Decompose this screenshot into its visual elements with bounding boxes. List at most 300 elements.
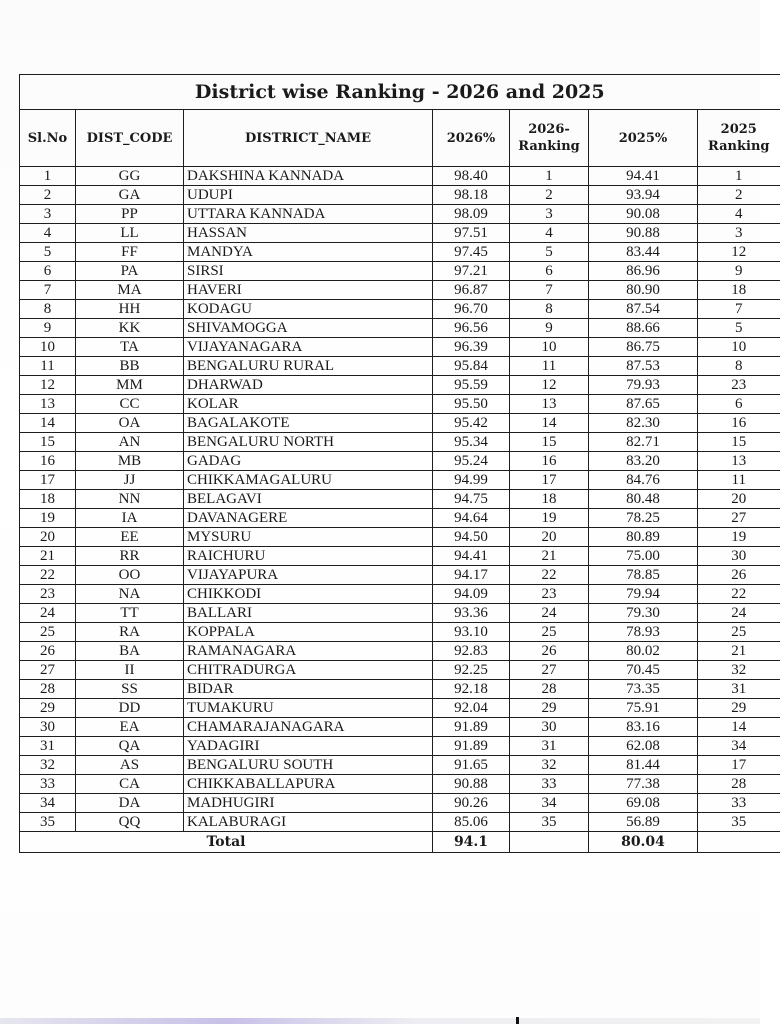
cell-2025-ranking: 34 [698, 737, 780, 756]
cell-2025-pct: 86.75 [589, 338, 698, 357]
cell-district-name: BALLARI [184, 604, 433, 623]
total-2025-ranking-empty [698, 832, 780, 853]
cell-district-name: SHIVAMOGGA [184, 319, 433, 338]
cell-sl-no: 29 [20, 699, 76, 718]
cell-district-name: KODAGU [184, 300, 433, 319]
cell-sl-no: 27 [20, 661, 76, 680]
cell-district-name: UTTARA KANNADA [184, 205, 433, 224]
cell-2026-pct: 90.88 [433, 775, 510, 794]
cell-dist-code: EA [76, 718, 184, 737]
cell-2026-pct: 94.50 [433, 528, 510, 547]
cell-district-name: SIRSI [184, 262, 433, 281]
cell-2025-pct: 94.41 [589, 167, 698, 186]
cell-sl-no: 24 [20, 604, 76, 623]
header-2026-ranking-line2: Ranking [518, 139, 580, 154]
table-row [20, 680, 780, 699]
cell-2026-pct: 95.84 [433, 357, 510, 376]
cell-dist-code: BA [76, 642, 184, 661]
cell-sl-no: 21 [20, 547, 76, 566]
cell-dist-code: MA [76, 281, 184, 300]
header-2026-ranking-line1: 2026- [528, 122, 570, 137]
cell-dist-code: AS [76, 756, 184, 775]
cell-2026-pct: 92.83 [433, 642, 510, 661]
cell-2025-pct: 56.89 [589, 813, 698, 832]
cell-dist-code: GG [76, 167, 184, 186]
cell-2026-ranking: 19 [510, 509, 589, 528]
cell-2026-pct: 91.65 [433, 756, 510, 775]
cell-district-name: BENGALURU SOUTH [184, 756, 433, 775]
cell-sl-no: 31 [20, 737, 76, 756]
cell-sl-no: 8 [20, 300, 76, 319]
cell-2026-ranking: 5 [510, 243, 589, 262]
cell-sl-no: 9 [20, 319, 76, 338]
table-row [20, 699, 780, 718]
cell-2025-pct: 70.45 [589, 661, 698, 680]
cell-2026-ranking: 4 [510, 224, 589, 243]
cell-2025-pct: 78.85 [589, 566, 698, 585]
total-row [20, 832, 780, 853]
cell-2026-pct: 92.04 [433, 699, 510, 718]
cell-2025-ranking: 11 [698, 471, 780, 490]
cell-2026-pct: 94.41 [433, 547, 510, 566]
cell-sl-no: 26 [20, 642, 76, 661]
cell-2025-pct: 80.90 [589, 281, 698, 300]
cell-2026-ranking: 35 [510, 813, 589, 832]
cell-2025-pct: 79.94 [589, 585, 698, 604]
cell-dist-code: IA [76, 509, 184, 528]
cell-2026-pct: 95.24 [433, 452, 510, 471]
cell-sl-no: 5 [20, 243, 76, 262]
cell-2026-pct: 94.64 [433, 509, 510, 528]
bottom-edge-mark [516, 1017, 519, 1024]
cell-sl-no: 15 [20, 433, 76, 452]
cell-sl-no: 13 [20, 395, 76, 414]
table-row [20, 262, 780, 281]
table-row [20, 509, 780, 528]
cell-district-name: GADAG [184, 452, 433, 471]
table-row [20, 528, 780, 547]
cell-sl-no: 14 [20, 414, 76, 433]
ranking-table-wrapper [19, 74, 779, 853]
cell-2026-ranking: 18 [510, 490, 589, 509]
table-row [20, 395, 780, 414]
cell-2025-ranking: 30 [698, 547, 780, 566]
cell-2025-pct: 79.93 [589, 376, 698, 395]
cell-district-name: VIJAYAPURA [184, 566, 433, 585]
cell-2026-ranking: 24 [510, 604, 589, 623]
cell-2025-ranking: 21 [698, 642, 780, 661]
cell-2025-pct: 82.30 [589, 414, 698, 433]
cell-2026-ranking: 15 [510, 433, 589, 452]
cell-2025-pct: 83.20 [589, 452, 698, 471]
cell-2025-ranking: 3 [698, 224, 780, 243]
cell-2025-pct: 87.65 [589, 395, 698, 414]
total-2025-pct: 80.04 [589, 832, 698, 853]
cell-2026-pct: 95.42 [433, 414, 510, 433]
cell-2026-ranking: 31 [510, 737, 589, 756]
table-row [20, 775, 780, 794]
cell-2025-pct: 69.08 [589, 794, 698, 813]
cell-2025-pct: 80.89 [589, 528, 698, 547]
cell-sl-no: 34 [20, 794, 76, 813]
cell-dist-code: DA [76, 794, 184, 813]
cell-dist-code: OA [76, 414, 184, 433]
cell-2026-pct: 91.89 [433, 737, 510, 756]
cell-district-name: TUMAKURU [184, 699, 433, 718]
cell-2025-pct: 73.35 [589, 680, 698, 699]
cell-district-name: BAGALAKOTE [184, 414, 433, 433]
cell-dist-code: FF [76, 243, 184, 262]
cell-sl-no: 22 [20, 566, 76, 585]
cell-2026-pct: 98.18 [433, 186, 510, 205]
table-row [20, 224, 780, 243]
cell-2026-ranking: 33 [510, 775, 589, 794]
cell-2025-ranking: 13 [698, 452, 780, 471]
cell-sl-no: 30 [20, 718, 76, 737]
cell-district-name: KALABURAGI [184, 813, 433, 832]
header-2025-ranking-line2: Ranking [708, 139, 770, 154]
cell-district-name: BENGALURU NORTH [184, 433, 433, 452]
cell-district-name: MYSURU [184, 528, 433, 547]
cell-2025-ranking: 28 [698, 775, 780, 794]
cell-district-name: KOPPALA [184, 623, 433, 642]
district-ranking-table [19, 74, 780, 853]
table-row [20, 794, 780, 813]
cell-2025-pct: 80.02 [589, 642, 698, 661]
table-body [20, 167, 780, 832]
cell-district-name: CHIKKABALLAPURA [184, 775, 433, 794]
cell-dist-code: CC [76, 395, 184, 414]
cell-2025-ranking: 31 [698, 680, 780, 699]
table-row [20, 566, 780, 585]
cell-2025-ranking: 4 [698, 205, 780, 224]
cell-sl-no: 3 [20, 205, 76, 224]
header-2026-pct: 2026% [433, 110, 510, 167]
cell-2025-pct: 75.00 [589, 547, 698, 566]
cell-district-name: DAKSHINA KANNADA [184, 167, 433, 186]
cell-2026-pct: 93.36 [433, 604, 510, 623]
cell-dist-code: PP [76, 205, 184, 224]
cell-2025-ranking: 27 [698, 509, 780, 528]
cell-2026-ranking: 1 [510, 167, 589, 186]
table-row [20, 167, 780, 186]
cell-2025-ranking: 2 [698, 186, 780, 205]
cell-sl-no: 28 [20, 680, 76, 699]
cell-district-name: CHAMARAJANAGARA [184, 718, 433, 737]
cell-2025-ranking: 9 [698, 262, 780, 281]
cell-2026-ranking: 28 [510, 680, 589, 699]
cell-dist-code: GA [76, 186, 184, 205]
cell-2025-pct: 88.66 [589, 319, 698, 338]
cell-2026-pct: 96.56 [433, 319, 510, 338]
cell-2025-pct: 78.93 [589, 623, 698, 642]
cell-district-name: HAVERI [184, 281, 433, 300]
cell-2026-pct: 92.18 [433, 680, 510, 699]
cell-sl-no: 19 [20, 509, 76, 528]
cell-dist-code: KK [76, 319, 184, 338]
table-row [20, 319, 780, 338]
cell-2026-pct: 94.75 [433, 490, 510, 509]
cell-2026-ranking: 26 [510, 642, 589, 661]
table-row [20, 718, 780, 737]
table-row [20, 471, 780, 490]
cell-2025-ranking: 22 [698, 585, 780, 604]
cell-district-name: VIJAYANAGARA [184, 338, 433, 357]
cell-dist-code: NN [76, 490, 184, 509]
cell-2026-ranking: 27 [510, 661, 589, 680]
cell-2026-pct: 96.39 [433, 338, 510, 357]
cell-2026-pct: 98.09 [433, 205, 510, 224]
table-row [20, 376, 780, 395]
cell-2025-pct: 84.76 [589, 471, 698, 490]
cell-2026-pct: 96.70 [433, 300, 510, 319]
cell-dist-code: RR [76, 547, 184, 566]
cell-2026-ranking: 29 [510, 699, 589, 718]
table-row [20, 604, 780, 623]
cell-2025-ranking: 12 [698, 243, 780, 262]
table-row [20, 433, 780, 452]
cell-sl-no: 18 [20, 490, 76, 509]
cell-2026-pct: 95.50 [433, 395, 510, 414]
table-row [20, 585, 780, 604]
cell-2025-ranking: 6 [698, 395, 780, 414]
cell-dist-code: DD [76, 699, 184, 718]
cell-sl-no: 4 [20, 224, 76, 243]
cell-2025-ranking: 1 [698, 167, 780, 186]
header-district-name: DISTRICT_NAME [184, 110, 433, 167]
cell-2026-ranking: 13 [510, 395, 589, 414]
cell-2025-ranking: 26 [698, 566, 780, 585]
cell-dist-code: TT [76, 604, 184, 623]
cell-2026-pct: 85.06 [433, 813, 510, 832]
cell-2026-ranking: 2 [510, 186, 589, 205]
cell-2025-ranking: 17 [698, 756, 780, 775]
cell-2026-ranking: 9 [510, 319, 589, 338]
cell-dist-code: QQ [76, 813, 184, 832]
cell-2025-pct: 78.25 [589, 509, 698, 528]
cell-district-name: CHIKKAMAGALURU [184, 471, 433, 490]
table-row [20, 452, 780, 471]
cell-district-name: BENGALURU RURAL [184, 357, 433, 376]
cell-sl-no: 2 [20, 186, 76, 205]
cell-sl-no: 1 [20, 167, 76, 186]
cell-2026-pct: 94.17 [433, 566, 510, 585]
cell-2025-ranking: 5 [698, 319, 780, 338]
cell-dist-code: LL [76, 224, 184, 243]
cell-2025-ranking: 23 [698, 376, 780, 395]
cell-2025-ranking: 24 [698, 604, 780, 623]
cell-2026-ranking: 6 [510, 262, 589, 281]
table-row [20, 357, 780, 376]
cell-dist-code: MB [76, 452, 184, 471]
cell-2025-ranking: 35 [698, 813, 780, 832]
cell-district-name: DAVANAGERE [184, 509, 433, 528]
cell-dist-code: AN [76, 433, 184, 452]
cell-2026-ranking: 21 [510, 547, 589, 566]
cell-dist-code: SS [76, 680, 184, 699]
cell-2025-pct: 86.96 [589, 262, 698, 281]
cell-2026-ranking: 23 [510, 585, 589, 604]
header-sl-no: Sl.No [20, 110, 76, 167]
table-row [20, 642, 780, 661]
cell-2025-pct: 83.44 [589, 243, 698, 262]
cell-sl-no: 33 [20, 775, 76, 794]
cell-district-name: CHITRADURGA [184, 661, 433, 680]
cell-2026-pct: 94.99 [433, 471, 510, 490]
cell-dist-code: CA [76, 775, 184, 794]
cell-2025-ranking: 14 [698, 718, 780, 737]
cell-sl-no: 10 [20, 338, 76, 357]
table-row [20, 490, 780, 509]
cell-2025-pct: 87.53 [589, 357, 698, 376]
cell-2026-pct: 91.89 [433, 718, 510, 737]
cell-district-name: BELAGAVI [184, 490, 433, 509]
cell-sl-no: 6 [20, 262, 76, 281]
table-row [20, 414, 780, 433]
cell-2025-ranking: 20 [698, 490, 780, 509]
cell-dist-code: JJ [76, 471, 184, 490]
cell-district-name: RAMANAGARA [184, 642, 433, 661]
table-row [20, 661, 780, 680]
cell-dist-code: OO [76, 566, 184, 585]
cell-2026-ranking: 12 [510, 376, 589, 395]
table-row [20, 737, 780, 756]
title-row [20, 75, 780, 110]
cell-2026-ranking: 25 [510, 623, 589, 642]
table-row [20, 243, 780, 262]
table-row [20, 281, 780, 300]
cell-sl-no: 32 [20, 756, 76, 775]
cell-2025-ranking: 8 [698, 357, 780, 376]
cell-sl-no: 11 [20, 357, 76, 376]
cell-2025-ranking: 19 [698, 528, 780, 547]
cell-2026-ranking: 14 [510, 414, 589, 433]
cell-dist-code: MM [76, 376, 184, 395]
cell-2025-pct: 62.08 [589, 737, 698, 756]
cell-2026-ranking: 10 [510, 338, 589, 357]
cell-sl-no: 35 [20, 813, 76, 832]
cell-2026-ranking: 11 [510, 357, 589, 376]
cell-district-name: YADAGIRI [184, 737, 433, 756]
cell-2025-ranking: 18 [698, 281, 780, 300]
cell-district-name: RAICHURU [184, 547, 433, 566]
cell-2025-ranking: 29 [698, 699, 780, 718]
table-row [20, 300, 780, 319]
cell-2026-ranking: 8 [510, 300, 589, 319]
cell-district-name: HASSAN [184, 224, 433, 243]
cell-2026-ranking: 3 [510, 205, 589, 224]
header-2025-pct: 2025% [589, 110, 698, 167]
cell-2026-ranking: 30 [510, 718, 589, 737]
cell-dist-code: II [76, 661, 184, 680]
cell-sl-no: 16 [20, 452, 76, 471]
cell-2025-ranking: 16 [698, 414, 780, 433]
header-2025-ranking [698, 110, 780, 167]
cell-2026-ranking: 34 [510, 794, 589, 813]
bottom-edge-strip [0, 1018, 760, 1024]
cell-2026-pct: 93.10 [433, 623, 510, 642]
table-row [20, 813, 780, 832]
cell-2025-pct: 80.48 [589, 490, 698, 509]
cell-district-name: KOLAR [184, 395, 433, 414]
cell-2025-pct: 75.91 [589, 699, 698, 718]
cell-2026-pct: 95.59 [433, 376, 510, 395]
table-row [20, 623, 780, 642]
cell-dist-code: TA [76, 338, 184, 357]
total-2026-pct: 94.1 [433, 832, 510, 853]
cell-dist-code: RA [76, 623, 184, 642]
cell-2026-ranking: 7 [510, 281, 589, 300]
cell-2026-pct: 97.51 [433, 224, 510, 243]
table-row [20, 338, 780, 357]
cell-dist-code: NA [76, 585, 184, 604]
cell-sl-no: 7 [20, 281, 76, 300]
header-row [20, 110, 780, 167]
cell-2025-pct: 79.30 [589, 604, 698, 623]
cell-district-name: BIDAR [184, 680, 433, 699]
cell-district-name: MANDYA [184, 243, 433, 262]
total-2026-ranking-empty [510, 832, 589, 853]
cell-2026-pct: 97.45 [433, 243, 510, 262]
cell-district-name: CHIKKODI [184, 585, 433, 604]
cell-dist-code: PA [76, 262, 184, 281]
cell-2026-pct: 96.87 [433, 281, 510, 300]
cell-2025-ranking: 25 [698, 623, 780, 642]
cell-2025-pct: 90.08 [589, 205, 698, 224]
table-row [20, 205, 780, 224]
cell-2025-ranking: 10 [698, 338, 780, 357]
header-2026-ranking [510, 110, 589, 167]
cell-2026-pct: 95.34 [433, 433, 510, 452]
cell-district-name: MADHUGIRI [184, 794, 433, 813]
cell-2025-pct: 93.94 [589, 186, 698, 205]
cell-2026-ranking: 17 [510, 471, 589, 490]
cell-2026-pct: 90.26 [433, 794, 510, 813]
table-title: District wise Ranking - 2026 and 2025 [20, 75, 780, 110]
cell-2026-pct: 98.40 [433, 167, 510, 186]
cell-2026-ranking: 16 [510, 452, 589, 471]
cell-2025-ranking: 32 [698, 661, 780, 680]
cell-2025-ranking: 7 [698, 300, 780, 319]
header-2025-ranking-line1: 2025 [720, 122, 757, 137]
cell-dist-code: QA [76, 737, 184, 756]
total-label: Total [20, 832, 433, 853]
cell-sl-no: 12 [20, 376, 76, 395]
cell-2025-ranking: 15 [698, 433, 780, 452]
cell-2026-pct: 97.21 [433, 262, 510, 281]
cell-2026-ranking: 20 [510, 528, 589, 547]
cell-2026-pct: 92.25 [433, 661, 510, 680]
cell-2026-ranking: 32 [510, 756, 589, 775]
cell-sl-no: 23 [20, 585, 76, 604]
cell-2025-pct: 82.71 [589, 433, 698, 452]
cell-district-name: UDUPI [184, 186, 433, 205]
cell-2026-pct: 94.09 [433, 585, 510, 604]
cell-2025-pct: 81.44 [589, 756, 698, 775]
table-row [20, 756, 780, 775]
cell-sl-no: 17 [20, 471, 76, 490]
header-dist-code: DIST_CODE [76, 110, 184, 167]
cell-2025-pct: 83.16 [589, 718, 698, 737]
cell-district-name: DHARWAD [184, 376, 433, 395]
cell-sl-no: 20 [20, 528, 76, 547]
cell-sl-no: 25 [20, 623, 76, 642]
cell-dist-code: HH [76, 300, 184, 319]
cell-dist-code: EE [76, 528, 184, 547]
cell-2025-pct: 87.54 [589, 300, 698, 319]
table-row [20, 186, 780, 205]
cell-2025-pct: 90.88 [589, 224, 698, 243]
